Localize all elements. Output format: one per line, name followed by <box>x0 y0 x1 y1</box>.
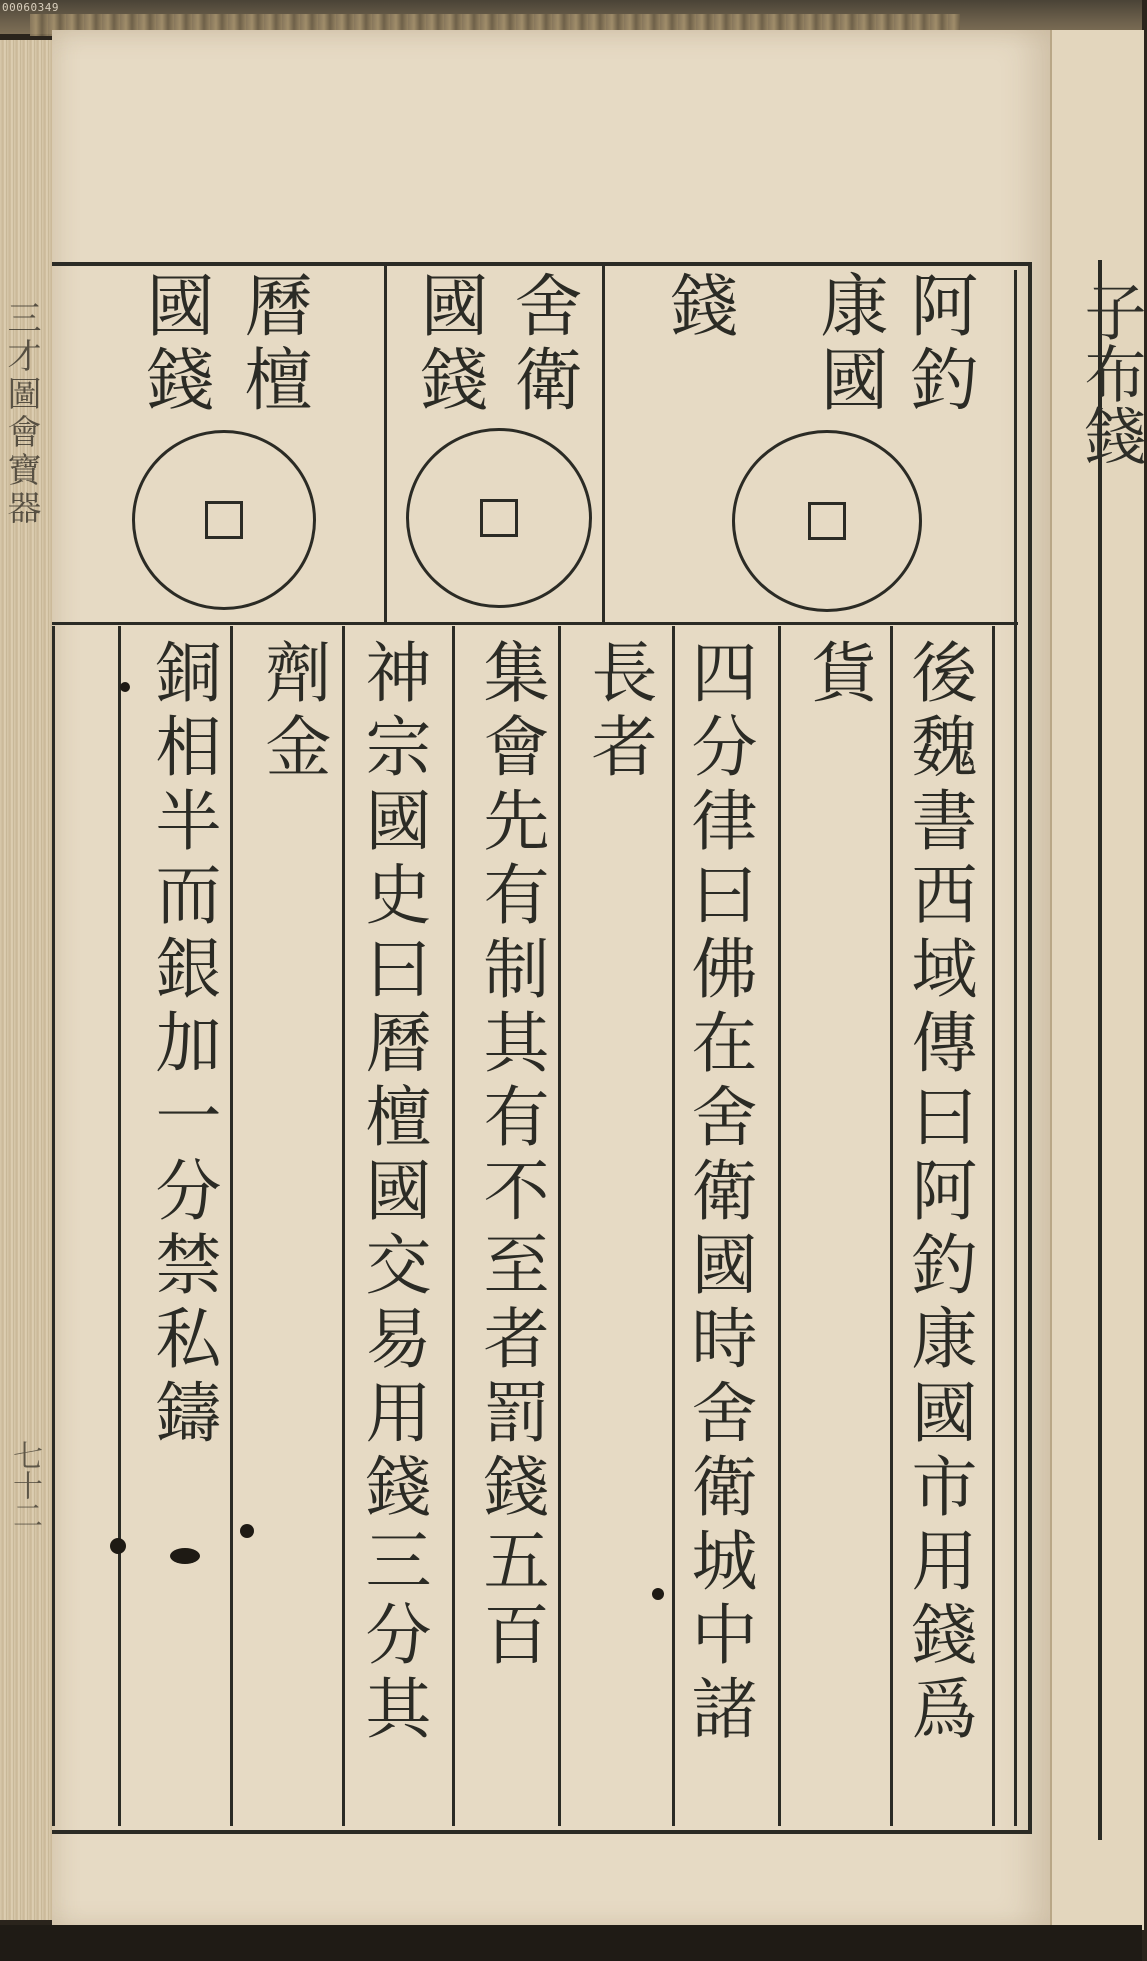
entry-1-coin <box>732 430 922 612</box>
frame-inner-right-line <box>1014 270 1017 1826</box>
body-col-line-1 <box>118 626 121 1826</box>
right-page-edge <box>1050 30 1147 1930</box>
paper-hole <box>120 682 130 692</box>
bottom-band <box>0 1925 1142 1961</box>
entry-2-coin <box>406 428 592 608</box>
right-page-frame-line <box>1098 260 1102 1840</box>
right-page-text-fragment: 子布錢 <box>1074 280 1147 466</box>
entry-2-title-line-1: 舍衛 <box>503 270 582 418</box>
header-divider <box>52 622 1018 625</box>
body-col-line-0 <box>52 626 55 1826</box>
entry-2-coin-square-hole <box>480 499 518 537</box>
header-cell-divider-2 <box>602 266 605 624</box>
paper-hole <box>240 1524 254 1538</box>
body-col-line-7 <box>778 626 781 1826</box>
entry-1-body-line-1: 後魏書西域傳曰阿釣康國市用錢爲貨 <box>800 638 977 1748</box>
header-cell-divider-1 <box>384 266 387 624</box>
body-col-line-9 <box>992 626 995 1826</box>
body-col-line-4 <box>452 626 455 1826</box>
entry-3-coin <box>132 430 316 610</box>
spine-page-number: 七十二 <box>7 1440 42 1530</box>
paper-hole <box>110 1538 126 1554</box>
paper-hole <box>652 1588 664 1600</box>
paper-hole <box>170 1548 200 1564</box>
entry-2-title-line-2: 國錢 <box>409 270 488 418</box>
entry-2-body-line-1: 四分律曰佛在舍衛國時舍衛城中諸長者 <box>580 638 757 1748</box>
entry-3-title-line-1: 曆檀 <box>233 270 312 418</box>
entry-3-title-line-2: 國錢 <box>135 270 214 418</box>
archive-reference-label: 00060349 <box>2 1 59 14</box>
entry-1-coin-square-hole <box>808 502 846 540</box>
entry-3-body-line-1: 神宗國史曰曆檀國交易用錢三分其劑金 <box>254 638 431 1748</box>
entry-1-title-line-1: 阿釣 <box>899 270 978 418</box>
left-page-edge <box>0 40 53 1920</box>
book-page <box>52 30 1050 1930</box>
spine-title: 三才圖會寶器 <box>1 300 41 528</box>
entry-3-coin-square-hole <box>205 501 243 539</box>
entry-1-title-line-2: 康國 <box>809 270 888 418</box>
entry-2-body-line-2: 集會先有制其有不至者罰錢五百 <box>472 638 549 1674</box>
entry-1-title-line-3: 錢 <box>659 270 738 344</box>
entry-3-body-line-2: 銅相半而銀加一分禁私鑄 <box>144 638 221 1452</box>
top-strip <box>0 0 1142 34</box>
